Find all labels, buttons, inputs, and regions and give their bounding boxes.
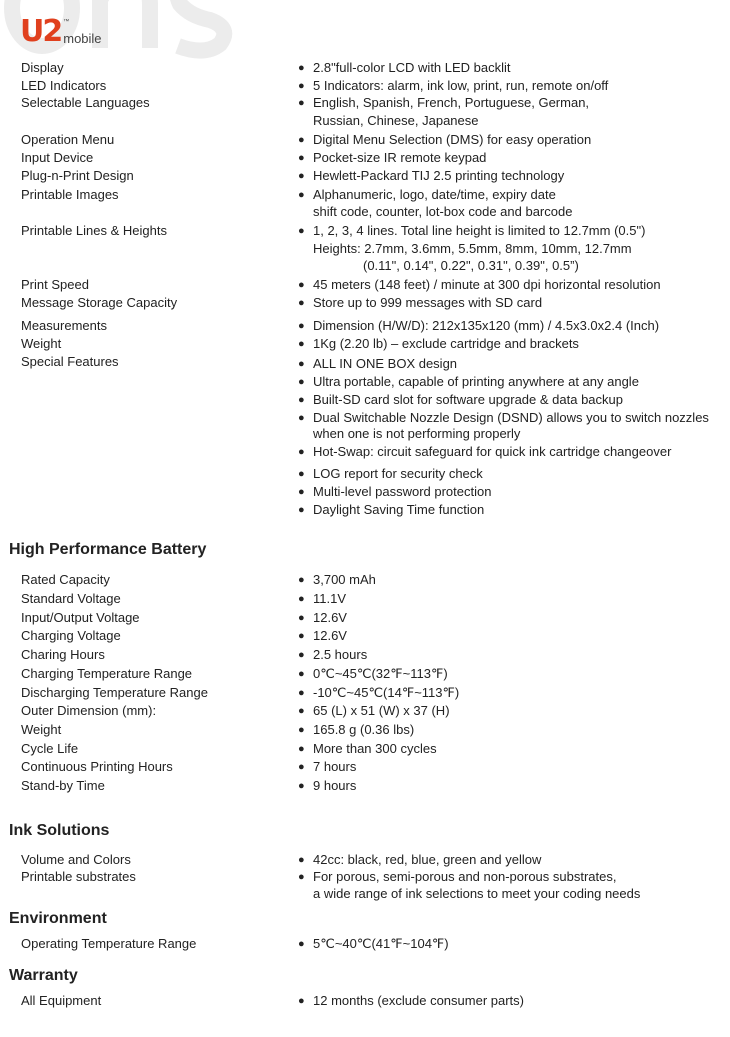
spec-label: Weight xyxy=(21,722,62,737)
bullet-icon: ● xyxy=(298,358,305,370)
bullet-icon: ● xyxy=(298,225,305,237)
spec-label: Operation Menu xyxy=(21,132,115,147)
logo-subtext: mobile xyxy=(63,31,102,46)
bullet-icon: ● xyxy=(298,724,305,736)
spec-label: Display xyxy=(21,60,64,75)
spec-label: Charging Voltage xyxy=(21,628,121,643)
spec-value: 5 Indicators: alarm, ink low, print, run, remote on/off xyxy=(313,78,609,93)
spec-value: Alphanumeric, logo, date/time, expiry date xyxy=(313,187,556,202)
section-heading: Environment xyxy=(9,910,107,927)
section-heading: Ink Solutions xyxy=(9,822,110,839)
feature-item: when one is not performing properly xyxy=(313,426,521,441)
bullet-icon: ● xyxy=(298,394,305,406)
feature-item: Hot-Swap: circuit safeguard for quick ink cartridge changeover xyxy=(313,444,672,459)
spec-label: Outer Dimension (mm): xyxy=(21,703,157,718)
feature-item: Multi-level password protection xyxy=(313,484,492,499)
trademark: ™ xyxy=(63,19,70,25)
bullet-icon: ● xyxy=(298,412,305,424)
bullet-icon: ● xyxy=(298,320,305,332)
spec-label: Discharging Temperature Range xyxy=(21,685,208,700)
bullet-icon: ● xyxy=(298,504,305,516)
bullet-icon: ● xyxy=(298,486,305,498)
spec-value: 165.8 g (0.36 lbs) xyxy=(313,722,415,737)
feature-item: Daylight Saving Time function xyxy=(313,502,485,517)
bullet-icon: ● xyxy=(298,649,305,661)
bullet-icon: ● xyxy=(298,376,305,388)
spec-value: Store up to 999 messages with SD card xyxy=(313,295,543,310)
bullet-icon: ● xyxy=(298,995,305,1007)
spec-value: 12.6V xyxy=(313,628,347,643)
section-heading: Warranty xyxy=(9,967,78,984)
bullet-icon: ● xyxy=(298,705,305,717)
feature-item: Dual Switchable Nozzle Design (DSND) allows you to switch nozzles xyxy=(313,410,709,425)
bullet-icon: ● xyxy=(298,189,305,201)
bullet-icon: ● xyxy=(298,170,305,182)
spec-value: 9 hours xyxy=(313,778,357,793)
spec-label: Special Features xyxy=(21,354,119,369)
spec-label: Print Speed xyxy=(21,277,89,292)
bullet-icon: ● xyxy=(298,279,305,291)
bullet-icon: ● xyxy=(298,446,305,458)
spec-value: 3,700 mAh xyxy=(313,572,376,587)
bullet-icon: ● xyxy=(298,62,305,74)
spec-value: 7 hours xyxy=(313,759,357,774)
spec-value: a wide range of ink selections to meet your coding needs xyxy=(313,886,641,901)
bullet-icon: ● xyxy=(298,80,305,92)
spec-label: Printable Lines & Heights xyxy=(21,223,167,238)
bullet-icon: ● xyxy=(298,938,305,950)
bullet-icon: ● xyxy=(298,668,305,680)
bullet-icon: ● xyxy=(298,612,305,624)
spec-value: For porous, semi-porous and non-porous substrates, xyxy=(313,869,617,884)
spec-value: More than 300 cycles xyxy=(313,741,437,756)
bullet-icon: ● xyxy=(298,854,305,866)
spec-label: Volume and Colors xyxy=(21,852,131,867)
spec-value: 2.8"full-color LCD with LED backlit xyxy=(313,60,511,75)
section-heading: High Performance Battery xyxy=(9,541,207,558)
bullet-icon: ● xyxy=(298,134,305,146)
spec-label: Plug-n-Print Design xyxy=(21,168,134,183)
spec-value: Digital Menu Selection (DMS) for easy operation xyxy=(313,132,592,147)
spec-label: Printable substrates xyxy=(21,869,136,884)
spec-value: -10℃~45℃(14℉~113℉) xyxy=(313,685,460,700)
spec-value: 1, 2, 3, 4 lines. Total line height is limited to 12.7mm (0.5") xyxy=(313,223,646,238)
spec-value: Hewlett-Packard TIJ 2.5 printing technology xyxy=(313,168,565,183)
feature-item: Ultra portable, capable of printing anywhere at any angle xyxy=(313,374,639,389)
spec-label: Cycle Life xyxy=(21,741,79,756)
bullet-icon: ● xyxy=(298,593,305,605)
spec-label: Weight xyxy=(21,336,62,351)
bullet-icon: ● xyxy=(298,97,305,109)
spec-label: Input Device xyxy=(21,150,94,165)
spec-value: Heights: 2.7mm, 3.6mm, 5.5mm, 8mm, 10mm, 12.7mm xyxy=(313,241,632,256)
spec-label: Stand-by Time xyxy=(21,778,105,793)
bullet-icon: ● xyxy=(298,574,305,586)
spec-value: 45 meters (148 feet) / minute at 300 dpi horizontal resolution xyxy=(313,277,661,292)
spec-value: Russian, Chinese, Japanese xyxy=(313,113,479,128)
feature-item: LOG report for security check xyxy=(313,466,483,481)
bullet-icon: ● xyxy=(298,780,305,792)
feature-item: Built-SD card slot for software upgrade & data backup xyxy=(313,392,623,407)
spec-label: Rated Capacity xyxy=(21,572,110,587)
spec-label: LED Indicators xyxy=(21,78,107,93)
spec-value: 1Kg (2.20 lb) – exclude cartridge and brackets xyxy=(313,336,579,351)
spec-label: Operating Temperature Range xyxy=(21,936,197,951)
bullet-icon: ● xyxy=(298,297,305,309)
bullet-icon: ● xyxy=(298,630,305,642)
spec-value: 2.5 hours xyxy=(313,647,368,662)
spec-label: Charging Temperature Range xyxy=(21,666,193,681)
bullet-icon: ● xyxy=(298,152,305,164)
spec-label: Printable Images xyxy=(21,187,119,202)
spec-value: 5℃~40℃(41℉~104℉) xyxy=(313,936,449,951)
bullet-icon: ● xyxy=(298,743,305,755)
bullet-icon: ● xyxy=(298,338,305,350)
spec-value: shift code, counter, lot-box code and barcode xyxy=(313,204,573,219)
spec-label: Measurements xyxy=(21,318,107,333)
bullet-icon: ● xyxy=(298,761,305,773)
spec-label: Selectable Languages xyxy=(21,95,150,110)
feature-item: ALL IN ONE BOX design xyxy=(313,356,458,371)
spec-value: 42cc: black, red, blue, green and yellow xyxy=(313,852,542,867)
u2-mobile-logo xyxy=(20,14,102,49)
spec-label: Charing Hours xyxy=(21,647,105,662)
spec-label: Standard Voltage xyxy=(21,591,121,606)
spec-label: Message Storage Capacity xyxy=(21,295,178,310)
bullet-icon: ● xyxy=(298,468,305,480)
spec-label: Continuous Printing Hours xyxy=(21,759,173,774)
spec-value: Pocket-size IR remote keypad xyxy=(313,150,487,165)
spec-label: Input/Output Voltage xyxy=(21,610,140,625)
spec-value: 12 months (exclude consumer parts) xyxy=(313,993,524,1008)
spec-value: 0℃~45℃(32℉~113℉) xyxy=(313,666,448,681)
logo-mark: U2 xyxy=(20,14,62,49)
spec-value: (0.11", 0.14", 0.22", 0.31", 0.39", 0.5”) xyxy=(363,258,579,273)
spec-value: English, Spanish, French, Portuguese, German, xyxy=(313,95,590,110)
logo-side xyxy=(63,18,101,46)
bullet-icon: ● xyxy=(298,687,305,699)
spec-value: 12.6V xyxy=(313,610,347,625)
bullet-icon: ● xyxy=(298,871,305,883)
spec-value: 11.1V xyxy=(313,591,347,606)
spec-value: 65 (L) x 51 (W) x 37 (H) xyxy=(313,703,450,718)
spec-label: All Equipment xyxy=(21,993,102,1008)
spec-value: Dimension (H/W/D): 212x135x120 (mm) / 4.5x3.0x2.4 (Inch) xyxy=(313,318,660,333)
